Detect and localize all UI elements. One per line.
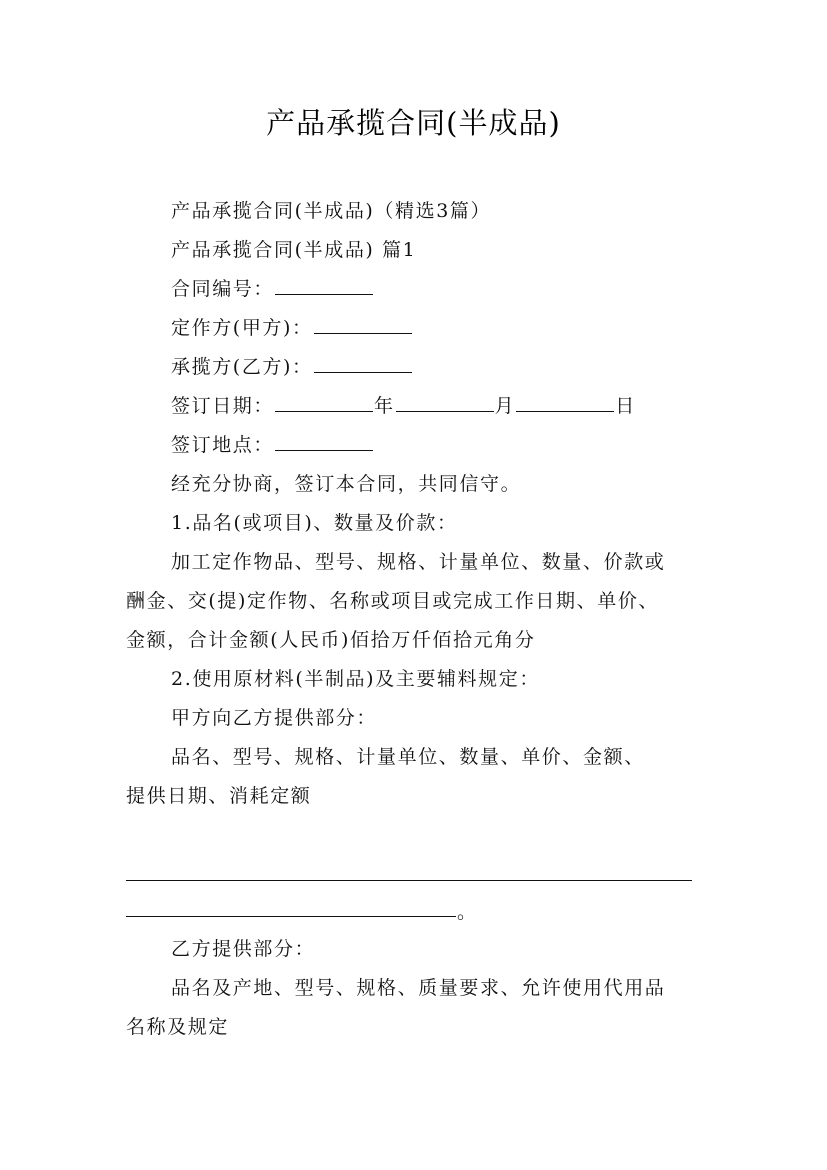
year-label: 年	[374, 395, 395, 417]
agreement-text: 经充分协商，签订本合同，共同信守。	[171, 473, 522, 495]
contract-no-row	[171, 275, 374, 303]
party-a-row	[171, 314, 413, 342]
fill-rule-1	[126, 880, 692, 881]
party-b-items-line1: 品名及产地、型号、规格、质量要求、允许使用代用品	[171, 977, 666, 999]
party-a-blank	[314, 315, 412, 334]
contract-no-blank	[275, 276, 373, 295]
document-subtitle: 产品承揽合同(半成品)（精选3篇）	[171, 200, 492, 222]
sign-date-label: 签订日期：	[171, 395, 275, 417]
item1-heading: 1.品名(或项目)、数量及价款：	[171, 512, 458, 534]
month-label: 月	[494, 395, 516, 417]
rule-end-mark: 。	[457, 901, 478, 923]
party-b-row	[171, 353, 413, 381]
section-heading: 产品承揽合同(半成品) 篇1	[171, 239, 417, 261]
party-a-items-line2: 提供日期、消耗定额	[126, 785, 312, 807]
sign-place-label: 签订地点：	[171, 434, 275, 456]
party-a-items-line1: 品名、型号、规格、计量单位、数量、单价、金额、	[171, 746, 645, 768]
fill-rule-2	[126, 916, 456, 917]
party-b-provides: 乙方提供部分：	[171, 938, 316, 960]
item1-line2: 酬金、交(提)定作物、名称或项目或完成工作日期、单价、	[126, 590, 660, 612]
party-b-label: 承揽方(乙方)：	[171, 356, 313, 378]
day-blank	[516, 393, 614, 412]
day-label: 日	[615, 395, 636, 417]
party-b-items-line2: 名称及规定	[126, 1016, 230, 1038]
contract-no-label: 合同编号：	[171, 278, 275, 300]
item2-heading: 2.使用原材料(半制品)及主要辅料规定：	[171, 668, 540, 690]
party-a-provides: 甲方向乙方提供部分：	[171, 707, 378, 729]
sign-place-row	[171, 431, 374, 459]
month-blank	[396, 393, 494, 412]
document-title: 产品承揽合同(半成品)	[266, 106, 561, 140]
party-a-label: 定作方(甲方)：	[171, 317, 313, 339]
item1-line1: 加工定作物品、型号、规格、计量单位、数量、价款或	[171, 551, 666, 573]
item1-line3: 金额，合计金额(人民币)佰拾万仟佰拾元角分	[126, 629, 536, 651]
party-b-blank	[314, 354, 412, 373]
sign-place-blank	[275, 432, 373, 451]
sign-date-row	[171, 392, 636, 420]
year-blank	[275, 393, 373, 412]
